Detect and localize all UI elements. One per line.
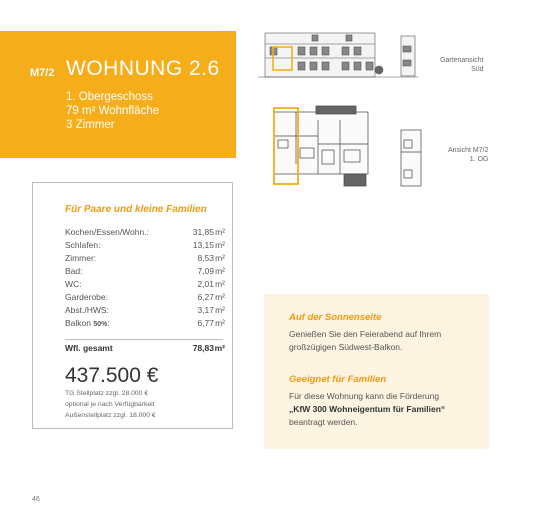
elevation-caption-line-2: Süd: [471, 66, 484, 73]
area-row: [65, 266, 225, 277]
info-text-family-1: Für diese Wohnung kann die Förderung: [289, 391, 440, 401]
total-row: [65, 343, 225, 354]
area-unit: m²: [215, 266, 225, 276]
area-value: 31,85: [192, 227, 214, 237]
price: 437.500 €: [65, 364, 159, 387]
area-unit: m²: [215, 279, 225, 289]
info-text-family-3: beantragt werden.: [289, 417, 358, 427]
area-unit: m²: [215, 292, 225, 302]
area-value: 2,01: [197, 279, 214, 289]
area-label: [65, 318, 110, 328]
area-label: Bad:: [65, 266, 83, 276]
balcony-colon: :: [107, 318, 110, 328]
floor-caption-line-2: 1. OG: [469, 156, 489, 163]
building-plans: [258, 24, 438, 194]
area-unit: m²: [215, 227, 225, 237]
area-label: Garderobe:: [65, 292, 108, 302]
area-value: 8,53: [197, 253, 214, 263]
floor-caption: [448, 146, 488, 164]
area-row: [65, 227, 225, 238]
parking-note: optional je nach Verfügbarkeit: [65, 401, 155, 408]
apartment-details: [66, 90, 159, 132]
area-label: Abst./HWS:: [65, 305, 109, 315]
building-code: M7/2: [30, 67, 55, 79]
floor-detail: 1. Obergeschoss: [66, 91, 153, 103]
area-value: 13,15: [192, 240, 214, 250]
info-heading-family: Geeignet für Familien: [289, 374, 387, 385]
area-unit: m²: [215, 305, 225, 315]
balcony-percent: 50%: [93, 321, 108, 328]
total-unit: m²: [214, 343, 225, 353]
apartment-title: WOHNUNG 2.6: [66, 57, 220, 80]
area-label: WC:: [65, 279, 82, 289]
rooms-detail: 3 Zimmer: [66, 119, 115, 131]
parking-note: TG Stellplatz zzgl. 28.000 €: [65, 390, 149, 397]
area-label: Kochen/Essen/Wohn.:: [65, 227, 149, 237]
area-table: [32, 182, 233, 429]
floor-plan-drawing: [274, 106, 421, 186]
total-value: 78,83: [192, 343, 214, 353]
area-unit: m²: [215, 253, 225, 263]
area-value: 6,77: [197, 318, 214, 328]
elevation-caption: [440, 56, 484, 74]
area-row: [65, 292, 225, 303]
area-row: [65, 305, 225, 316]
elevation-caption-line-1: Gartenansicht: [440, 57, 484, 64]
area-row: [65, 279, 225, 290]
area-subtitle: Für Paare und kleine Familien: [65, 204, 207, 215]
parking-note: Außenstellplatz zzgl. 18.000 €: [65, 412, 156, 419]
area-value: 7,09: [197, 266, 214, 276]
area-label: Zimmer:: [65, 253, 97, 263]
area-value: 6,27: [197, 292, 214, 302]
info-heading-sun: Auf der Sonnenseite: [289, 312, 382, 323]
area-unit: m²: [215, 318, 225, 328]
area-row: [65, 240, 225, 251]
page-number: 46: [32, 496, 40, 503]
total-divider: [65, 339, 223, 340]
total-label: Wfl. gesamt: [65, 343, 113, 353]
balcony-label: Balkon: [65, 318, 91, 328]
floor-caption-line-1: Ansicht M7/2: [448, 147, 489, 154]
area-detail: 79 m² Wohnfläche: [66, 105, 160, 117]
area-label: Schlafen:: [65, 240, 101, 250]
info-text-sun: Genießen Sie den Feierabend auf Ihrem großzügigen Südwest-Balkon.: [289, 329, 442, 352]
info-box: [264, 294, 489, 449]
area-row: [65, 318, 225, 329]
area-unit: m²: [215, 240, 225, 250]
info-text-family-2: „KfW 300 Wohneigentum für Familien“: [289, 404, 446, 414]
apartment-header: [0, 31, 236, 158]
area-row: [65, 253, 225, 264]
area-value: 3,17: [197, 305, 214, 315]
